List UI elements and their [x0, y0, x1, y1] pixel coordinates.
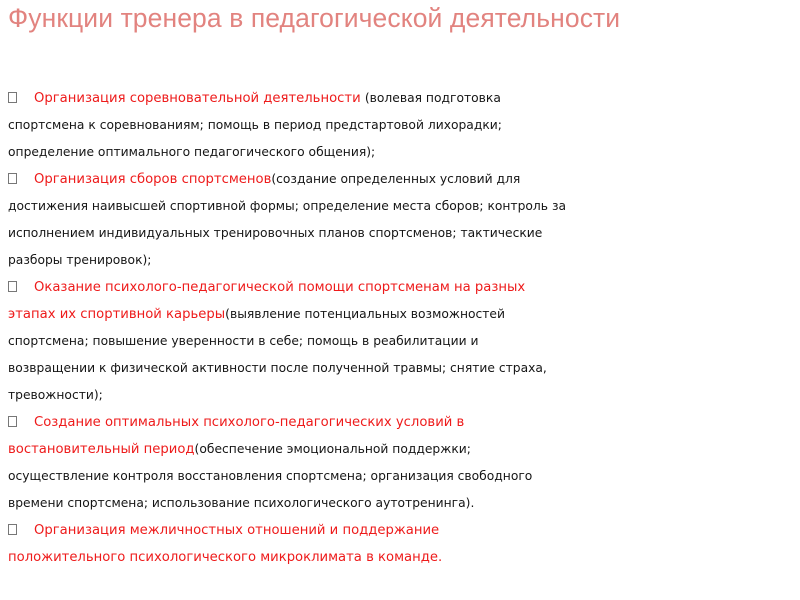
- slide-title: Функции тренера в педагогической деятельности: [8, 3, 621, 33]
- list-item-line: [0, 386, 103, 404]
- bullet-icon: [8, 416, 17, 427]
- list-item-line: [0, 170, 520, 189]
- list-item-line: [0, 143, 375, 161]
- item-text: тревожности);: [8, 388, 103, 402]
- list-item-line: [0, 278, 525, 297]
- list-item-line: [0, 359, 547, 377]
- bullet-icon: [8, 92, 17, 103]
- item-text: разборы тренировок);: [8, 253, 152, 267]
- list-item-line: [0, 224, 542, 242]
- item-text: (обеспечение эмоциональной поддержки;: [194, 442, 471, 456]
- item-text: исполнением индивидуальных тренировочных планов спортсменов; тактические: [8, 226, 543, 240]
- list-item-line: [0, 494, 474, 512]
- bullet-icon: [8, 173, 17, 184]
- list-item-line: [0, 305, 505, 324]
- list-item-line: [0, 413, 464, 432]
- list-item-line: [0, 440, 471, 459]
- item-text: (выявление потенциальных возможностей: [225, 307, 505, 321]
- bullet-icon: [8, 524, 17, 535]
- item-text: (создание определенных условий для: [271, 172, 521, 186]
- list-item-line: [0, 548, 442, 567]
- item-text: (волевая подготовка: [364, 91, 501, 105]
- item-text: определение оптимального педагогического общения);: [8, 145, 376, 159]
- list-item-line: [0, 251, 151, 269]
- item-heading: Организация соревновательной деятельности: [34, 91, 365, 106]
- item-heading: Организация межличностных отношений и поддержание: [34, 523, 440, 538]
- bullet-icon: [8, 281, 17, 292]
- item-text: спортсмена; повышение уверенности в себе; помощь в реабилитации и: [8, 334, 479, 348]
- list-item-line: [0, 467, 532, 485]
- item-heading: Организация сборов спортсменов: [34, 172, 272, 187]
- item-heading: Оказание психолого-педагогической помощи спортсменам на разных: [34, 280, 526, 295]
- list-item-line: [0, 116, 502, 134]
- list-item-line: [0, 197, 566, 215]
- item-text: возвращении к физической активности после полученной травмы; снятие страха,: [8, 361, 547, 375]
- list-item-line: [0, 332, 478, 350]
- item-text: времени спортсмена; использование психологического аутотренинга).: [8, 496, 475, 510]
- list-item-line: [0, 89, 501, 108]
- item-heading: востановительный период: [8, 442, 195, 457]
- item-text: спортсмена к соревнованиям; помощь в период предстартовой лихорадки;: [8, 118, 502, 132]
- item-text: достижения наивысшей спортивной формы; определение места сборов; контроль за: [8, 199, 567, 213]
- item-heading: Создание оптимальных психолого-педагогических условий в: [34, 415, 465, 430]
- item-heading: этапах их спортивной карьеры: [8, 307, 226, 322]
- list-item-line: [0, 521, 439, 540]
- item-text: осуществление контроля восстановления спортсмена; организация свободного: [8, 469, 533, 483]
- item-heading: положительного психологического микроклимата в команде.: [8, 550, 443, 565]
